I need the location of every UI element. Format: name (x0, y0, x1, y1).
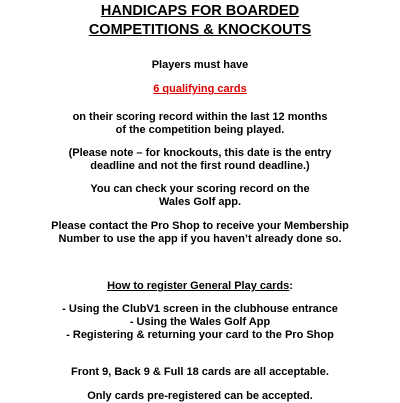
requirement-text: 6 qualifying cards (153, 83, 247, 95)
record-line-2: of the competition being played. (115, 124, 285, 136)
register-item-app: - Using the Wales Golf App (129, 316, 271, 328)
preregistered-text: Only cards pre-registered can be accepted. (87, 390, 313, 402)
check-line-2: Wales Golf app. (158, 196, 242, 208)
intro-text: Players must have (151, 59, 249, 71)
register-heading-text: How to register General Play cards (107, 280, 290, 292)
acceptable-cards-text: Front 9, Back 9 & Full 18 cards are all acceptable. (70, 366, 329, 378)
check-line-1: You can check your scoring record on the (90, 183, 310, 195)
register-heading (0, 280, 400, 293)
title-line-1: HANDICAPS FOR BOARDED (100, 3, 300, 19)
contact-line-1: Please contact the Pro Shop to receive your Membership (51, 220, 349, 232)
register-heading-colon: : (289, 280, 293, 292)
note-line-1: (Please note – for knockouts, this date is the entry (68, 147, 332, 159)
contact-line-2: Number to use the app if you haven’t already done so. (58, 233, 342, 245)
record-line-1: on their scoring record within the last 12 months (72, 111, 328, 123)
register-item-pro-shop: - Registering & returning your card to the Pro Shop (66, 329, 334, 341)
title-line-2: COMPETITIONS & KNOCKOUTS (88, 22, 312, 38)
register-item-clubv1: - Using the ClubV1 screen in the clubhouse entrance (62, 303, 338, 315)
note-line-2: deadline and not the first round deadline.) (90, 160, 310, 172)
